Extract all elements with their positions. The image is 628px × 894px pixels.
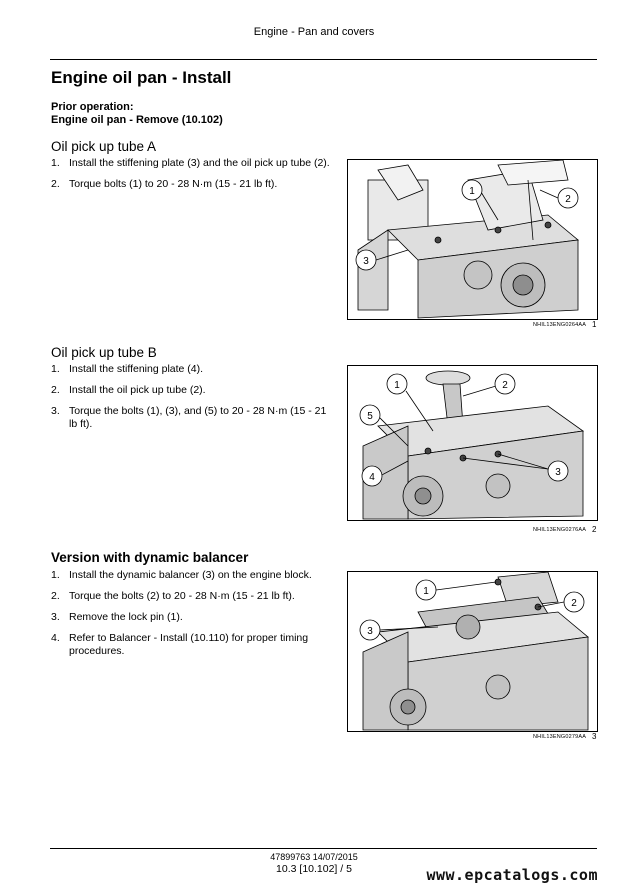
footer-doc-id: 47899763 14/07/2015 [270, 852, 358, 862]
step: 1. Install the stiffening plate (4). [51, 363, 204, 375]
page-header: Engine - Pan and covers [253, 26, 375, 38]
callout-label: 2 [502, 380, 508, 391]
prior-operation-label: Prior operation: [51, 101, 134, 113]
step: 1. Install the dynamic balancer (3) on the engine block. [51, 569, 312, 581]
footer-page-number: 10.3 [10.102] / 5 [276, 863, 352, 875]
section-heading-c: Version with dynamic balancer [51, 550, 249, 565]
callout-label: 1 [423, 586, 429, 597]
figure-number: 1 [592, 320, 597, 329]
watermark: www.epcatalogs.com [426, 866, 598, 884]
callout-label: 2 [571, 598, 577, 609]
figure-1 [347, 159, 598, 320]
callout-label: 2 [565, 194, 571, 205]
figure-1-illustration [348, 160, 597, 319]
step: 2. Torque the bolts (2) to 20 - 28 N·m (15 - 21 lb ft). [51, 590, 295, 602]
callout-label: 1 [469, 186, 475, 197]
callout-label: 1 [394, 380, 400, 391]
figure-code: NHIL13ENG0276AA [533, 527, 587, 533]
step: 2. Torque bolts (1) to 20 - 28 N·m (15 - 21 lb ft). [51, 178, 278, 190]
figure-code: NHIL13ENG0279AA [533, 734, 587, 740]
callout-label: 3 [363, 256, 369, 267]
step: 2. Install the oil pick up tube (2). [51, 384, 206, 396]
prior-operation-link[interactable]: Engine oil pan - Remove (10.102) [51, 114, 223, 126]
page-title: Engine oil pan - Install [51, 68, 232, 87]
step: 3. Remove the lock pin (1). [51, 611, 183, 623]
header-rule [50, 59, 597, 60]
figure-number: 2 [592, 525, 597, 534]
steps-c [51, 569, 331, 666]
callout-label: 3 [555, 467, 561, 478]
figure-3 [347, 571, 598, 732]
steps-b [51, 363, 331, 439]
callout-label: 3 [367, 626, 373, 637]
figure-number: 3 [592, 732, 597, 741]
figure-2 [347, 365, 598, 521]
figure-2-illustration [348, 366, 597, 520]
step: 1. Install the stiffening plate (3) and the oil pick up tube (2). [51, 157, 330, 169]
figure-3-illustration [348, 572, 597, 731]
callout-label: 5 [367, 411, 373, 422]
steps-a [51, 157, 331, 199]
callout-label: 4 [369, 472, 375, 483]
section-heading-b: Oil pick up tube B [51, 345, 157, 360]
section-heading-a: Oil pick up tube A [51, 139, 157, 154]
step: 3. Torque the bolts (1), (3), and (5) to 20 - 28 N·m (15 - 21 lb ft). [51, 405, 327, 430]
figure-code: NHIL13ENG0264AA [533, 322, 587, 328]
prior-operation [51, 101, 223, 127]
footer-rule [50, 848, 597, 849]
step: 4. Refer to Balancer - Install (10.110) for proper timing procedures. [51, 632, 309, 657]
